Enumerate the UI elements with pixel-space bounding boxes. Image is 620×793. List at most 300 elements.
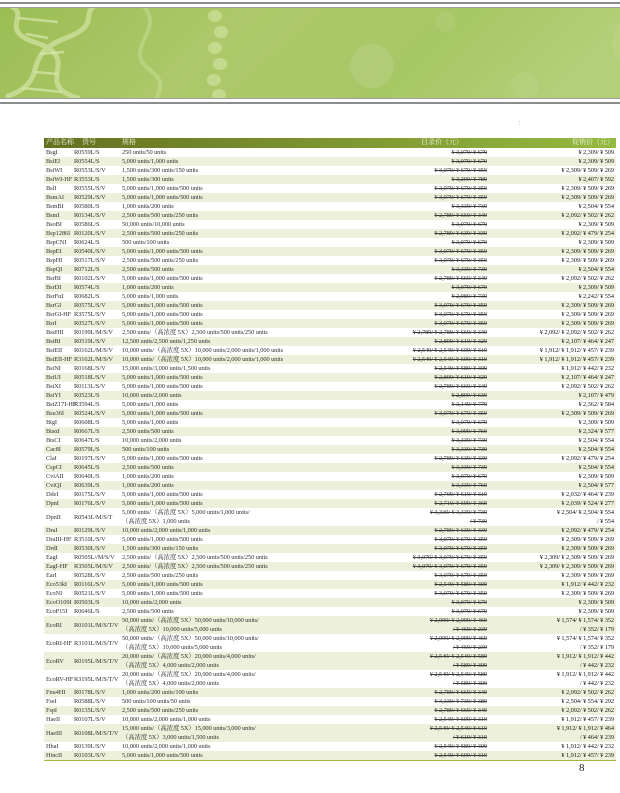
table-row xyxy=(44,418,616,427)
table-body xyxy=(44,148,616,760)
catalog-number: R0608L/S xyxy=(74,419,100,426)
table-row xyxy=(44,292,616,301)
list-price: ¥ 3,079/ ¥ 679/ ¥ 359 xyxy=(434,320,487,327)
promo-price: ¥ 1,912/ ¥ 442/ ¥ 232 xyxy=(561,365,614,372)
spec: 20,000 units/（高浓度 5X）20,000 units/4,000 units/ （高浓度 5X）4,000 units/2,000 units xyxy=(122,671,256,687)
catalog-number: R0107L/S/V xyxy=(74,716,106,723)
list-price: ¥ 2,549/ ¥ 589/ ¥ 309 xyxy=(434,743,487,750)
product-name: HaeII xyxy=(46,716,61,723)
spec: 5,000 units/1,000 units/500 units xyxy=(122,275,203,282)
list-price: ¥ 3,079/ ¥ 679/ ¥ 359 xyxy=(434,311,487,318)
list-price: ¥ 3,079/ ¥ 679 xyxy=(451,158,487,165)
table-row xyxy=(44,391,616,400)
catalog-number: R0624L/S xyxy=(74,239,100,246)
list-price: ¥ 3,339/ ¥ 739 xyxy=(451,464,487,471)
list-price: ¥ 3,339/ ¥ 739 xyxy=(451,437,487,444)
product-name: BsrFαI xyxy=(46,293,64,300)
product-name: BstEII-HF xyxy=(46,356,73,363)
spec: 5,000 units/1,000 units/500 units xyxy=(122,752,203,759)
spec: 50,000 units/（高浓度 5X）50,000 units/10,000 units/ （高浓度 5X）10,000 units/5,000 units xyxy=(122,617,259,633)
list-price: ¥ 2,789/ ¥ 669/ ¥ 349 xyxy=(434,383,487,390)
catalog-number: R0518L/S/V xyxy=(74,374,106,381)
catalog-number: R0524L/S/V xyxy=(74,410,106,417)
list-price: ¥ 2,549/ ¥ 609/ ¥ 319 xyxy=(434,752,487,759)
list-price: ¥ 3,099/ ¥ 769 xyxy=(451,428,487,435)
catalog-number: R0586L/S xyxy=(74,221,100,228)
product-name: DpnI xyxy=(46,500,59,507)
promo-price: ¥ 2,362/ ¥ 584 xyxy=(578,401,614,408)
catalog-number: R0503L/S xyxy=(74,599,100,606)
product-name: BspCNI xyxy=(46,239,67,246)
promo-price: ¥ 2,309/ ¥ 509 xyxy=(578,158,614,165)
list-price: ¥ 2,809/ ¥ 639 xyxy=(451,392,487,399)
catalog-number: R0646L/S xyxy=(74,608,100,615)
promo-price: ¥ 2,039/ ¥ 524/ ¥ 277 xyxy=(561,500,614,507)
product-name: EcoRV-HF xyxy=(46,675,74,683)
catalog-number: R3162L/M/S/V xyxy=(74,356,113,363)
catalog-number: R0521L/S/V xyxy=(74,590,106,597)
promo-price: ¥ 1,912/ ¥ 1,912/ ¥ 457/ ¥ 239 xyxy=(539,347,614,354)
product-name: DpnII xyxy=(46,513,61,521)
catalog-number: R0197L/S/V xyxy=(74,455,106,462)
table-header-row xyxy=(44,138,616,148)
table-row xyxy=(44,310,616,319)
list-price: ¥ 3,079/ ¥ 679 xyxy=(451,608,487,615)
product-name: BsiWI xyxy=(46,167,63,174)
spec: 5,000 units/1,000 units/500 units xyxy=(122,536,203,543)
list-price: ¥ 3,079/ ¥ 679 xyxy=(451,149,487,156)
header-promo-price: 促销价（元） xyxy=(572,139,614,146)
spec: 15,000 units/（高浓度 5X）15,000 units/3,000 units/ （高浓度 5X）3,000 units/1,500 units xyxy=(122,725,256,741)
list-price: ¥ 3,079/ ¥ 679 xyxy=(451,239,487,246)
product-name: ClaI xyxy=(46,455,57,462)
product-name: DraIII-HF xyxy=(46,536,72,543)
spec: 1,000 units/200 units xyxy=(122,473,174,480)
catalog-number: R0101L/M/S/T/V xyxy=(74,621,119,629)
catalog-number: R0575L/S/V xyxy=(74,302,106,309)
spec: 5,000 units/1,000 units xyxy=(122,419,179,426)
spec: 5,000 units/1,000 units/500 units xyxy=(122,248,203,255)
table-row xyxy=(44,553,616,562)
spec: 250 units/50 units xyxy=(122,149,167,156)
promo-price: ¥ 2,242/ ¥ 554 xyxy=(578,293,614,300)
promo-price: ¥ 2,092/ ¥ 502/ ¥ 262 xyxy=(561,212,614,219)
spec: 1,000 units/200 units xyxy=(122,482,174,489)
list-price: ¥ 2,789/ ¥ 669/ ¥ 349 xyxy=(434,212,487,219)
catalog-number: R0527L/S/V xyxy=(74,320,106,327)
catalog-number: R0580L/S xyxy=(74,203,100,210)
list-price: ¥ 3,079/ ¥ 679/ ¥ 359 xyxy=(434,194,487,201)
promo-price: ¥ 2,092/ ¥ 502/ ¥ 262 xyxy=(561,689,614,696)
product-name: BsmAI xyxy=(46,194,64,201)
list-price: ¥ 3,339/ ¥ 739/ ¥ 389 xyxy=(434,698,487,705)
catalog-number: R0116L/S/V xyxy=(74,581,106,588)
spec: 5,000 units/1,000 units xyxy=(122,401,179,408)
spec: 5,000 units/1,000 units/500 units xyxy=(122,383,203,390)
table-row xyxy=(44,634,616,652)
promo-price: ¥ 2,309/ ¥ 509/ ¥ 269 xyxy=(561,320,614,327)
product-name: EcoO109I xyxy=(46,599,72,606)
table-row xyxy=(44,220,616,229)
product-name: BtgI xyxy=(46,419,57,426)
product-name: BstNI xyxy=(46,365,61,372)
promo-price: ¥ 2,309/ ¥ 2,309/ ¥ 509/ ¥ 269 xyxy=(539,563,614,570)
list-price: ¥ 3,079/ ¥ 679/ ¥ 359 xyxy=(434,167,487,174)
catalog-number: R0559L/S xyxy=(74,149,100,156)
catalog-number: R0199L/M/S/V xyxy=(74,329,113,336)
header-product-name: 产品名称 xyxy=(46,139,74,146)
table-row xyxy=(44,580,616,589)
table-row xyxy=(44,301,616,310)
promo-price: ¥ 2,107/ ¥ 464/ ¥ 247 xyxy=(561,338,614,345)
list-price: ¥ 2,709/ ¥ 619/ ¥ 319 xyxy=(434,491,487,498)
list-price: ¥ 3,079/ ¥ 679 xyxy=(451,473,487,480)
promo-price: ¥ 2,407/ ¥ 592 xyxy=(578,176,614,183)
promo-price: ¥ 2,504/ ¥ 554 xyxy=(578,464,614,471)
table-row xyxy=(44,283,616,292)
spec: 5,000 units/1,000 units/500 units xyxy=(122,311,203,318)
list-price: ¥ 2,549/ ¥ 2,549/ ¥ 609/ ¥ 319 xyxy=(412,347,487,354)
product-name: EagI xyxy=(46,554,58,561)
table-row xyxy=(44,346,616,355)
promo-price: ¥ 2,309/ ¥ 509/ ¥ 269 xyxy=(561,194,614,201)
list-price: ¥ 2,809/ ¥ 619/ ¥ 329 xyxy=(434,338,487,345)
spec: 1,500 units/300 units xyxy=(122,176,174,183)
catalog-number: R0134L/S/V xyxy=(74,212,106,219)
promo-price: ¥ 2,309/ ¥ 509/ ¥ 269 xyxy=(561,590,614,597)
catalog-number: R0102L/S/V xyxy=(74,275,106,282)
list-price: ¥ 2,719/ ¥ 699/ ¥ 369 xyxy=(434,500,487,507)
catalog-number: R0682L/S xyxy=(74,293,100,300)
spec: 10,000 units/2,000 units xyxy=(122,599,182,606)
product-name: BstBI xyxy=(46,338,61,345)
table-row xyxy=(44,436,616,445)
catalog-number: R0579L/S xyxy=(74,446,100,453)
list-price: ¥ 3,339/ ¥ 739 xyxy=(451,203,487,210)
catalog-number: R3101L/M/S/T/V xyxy=(74,639,119,647)
product-name: FseI xyxy=(46,698,57,705)
promo-price: ¥ 2,504/ ¥ 2,504/ ¥ 554 / ¥ 554 xyxy=(556,509,614,525)
table-row xyxy=(44,166,616,175)
catalog-number: R3510L/S/V xyxy=(74,536,106,543)
product-name: BsmI xyxy=(46,212,60,219)
catalog-number: R3594L/S xyxy=(74,401,100,408)
top-divider-rule xyxy=(0,2,620,4)
spec: 1,000 units/200 units/100 units xyxy=(122,689,199,696)
promo-price: ¥ 2,309/ ¥ 509 xyxy=(578,473,614,480)
table-row xyxy=(44,454,616,463)
table-row xyxy=(44,382,616,391)
promo-price: ¥ 1,574/ ¥ 1,574/ ¥ 352 / ¥ 352/ ¥ 179 xyxy=(556,617,614,633)
promo-price: ¥ 2,309/ ¥ 509 xyxy=(578,284,614,291)
product-name: EcoRI xyxy=(46,621,62,629)
stray-note-mark: ： xyxy=(518,121,525,127)
list-price: ¥ 3,079/ ¥ 679 xyxy=(451,221,487,228)
list-price: ¥ 2,549/ ¥ 589/ ¥ 309 xyxy=(434,365,487,372)
list-price: ¥ 2,809/ ¥ 619/ ¥ 329 xyxy=(434,374,487,381)
price-table xyxy=(44,138,616,761)
header-catalog-no: 货号 xyxy=(82,139,96,146)
spec: 50,000 units/10,000 units xyxy=(122,221,185,228)
promo-price: ¥ 1,912/ ¥ 1,912/ ¥ 442 / ¥ 442/ ¥ 232 xyxy=(556,653,614,669)
table-row xyxy=(44,373,616,382)
spec: 1,500 units/300 units/150 units xyxy=(122,167,199,174)
product-name: BssHII xyxy=(46,329,64,336)
list-price: ¥ 3,079/ ¥ 679/ ¥ 359 xyxy=(434,590,487,597)
product-name: BsrGI xyxy=(46,302,62,309)
spec: 5,000 units/1,000 units/500 units xyxy=(122,185,203,192)
catalog-number: R0195L/M/S/T/V xyxy=(74,657,119,665)
list-price: ¥ 2,549/ ¥ 2,549/ ¥ 589 / ¥ 589/ ¥ 309 xyxy=(429,671,487,687)
catalog-number: R0645L/S xyxy=(74,464,100,471)
catalog-number: R0178L/S/V xyxy=(74,689,106,696)
list-price: ¥ 3,079/ ¥ 679/ ¥ 359 xyxy=(434,185,487,192)
promo-price: ¥ 2,309/ ¥ 509 xyxy=(578,608,614,615)
spec: 5,000 units/1,000 units/500 units xyxy=(122,410,203,417)
table-row xyxy=(44,526,616,535)
table-row xyxy=(44,463,616,472)
table-row xyxy=(44,400,616,409)
list-price: ¥ 2,549/ ¥ 2,549/ ¥ 619 / ¥ 619/ ¥ 319 xyxy=(429,725,487,741)
table-row xyxy=(44,319,616,328)
promo-price: ¥ 2,309/ ¥ 509/ ¥ 269 xyxy=(561,572,614,579)
product-name: DdeI xyxy=(46,491,59,498)
catalog-number: R0519L/S/V xyxy=(74,338,106,345)
catalog-number: R0528L/S/V xyxy=(74,572,106,579)
spec: 10,000 units/2,000 units xyxy=(122,437,182,444)
spec: 2,500 units/500 units xyxy=(122,266,174,273)
spec: 5,000 units/1,000 units/500 units xyxy=(122,374,203,381)
spec: 10,000 units/2,000 units/1,000 units xyxy=(122,716,211,723)
dna-helix-graphic xyxy=(0,8,620,98)
spec: 1,500 units/300 units/150 units xyxy=(122,545,199,552)
promo-price: ¥ 2,324/ ¥ 577 xyxy=(578,428,614,435)
spec: 2,500 units/500 units xyxy=(122,464,174,471)
table-row xyxy=(44,238,616,247)
spec: 5,000 units/1,000 units/500 units xyxy=(122,302,203,309)
table-row xyxy=(44,724,616,742)
catalog-number: R3505L/M/S/V xyxy=(74,563,113,570)
spec: 2,500 units/500 units/250 units xyxy=(122,572,199,579)
spec: 5,000 units/1,000 units/500 units xyxy=(122,590,203,597)
promo-price: ¥ 2,309/ ¥ 509/ ¥ 269 xyxy=(561,257,614,264)
list-price: ¥ 3,339/ ¥ 739 xyxy=(451,266,487,273)
spec: 2,500 units/500 units/250 units xyxy=(122,230,199,237)
catalog-number: R0640L/S xyxy=(74,473,100,480)
catalog-number: R0588L/S/V xyxy=(74,698,106,705)
promo-price: ¥ 2,504/ ¥ 554 xyxy=(578,203,614,210)
catalog-number: R0139L/S/V xyxy=(74,743,106,750)
spec: 20,000 units/（高浓度 5X）20,000 units/4,000 units/ （高浓度 5X）4,000 units/2,000 units xyxy=(122,653,256,669)
promo-price: ¥ 2,309/ ¥ 509/ ¥ 269 xyxy=(561,536,614,543)
catalog-number: R0162L/M/S/V xyxy=(74,347,113,354)
promo-price: ¥ 2,504/ ¥ 554 xyxy=(578,437,614,444)
table-row xyxy=(44,670,616,688)
spec: 15,000 units/3,000 units/1,500 units xyxy=(122,365,211,372)
catalog-number: R0135L/S/V xyxy=(74,707,106,714)
promo-price: ¥ 2,309/ ¥ 509 xyxy=(578,149,614,156)
catalog-number: R0639L/S xyxy=(74,482,100,489)
spec: 2,500 units/（高浓度 5X）2,500 units/500 units/250 units xyxy=(122,329,268,336)
product-name: BsmBI xyxy=(46,203,64,210)
catalog-number: R0554L/S xyxy=(74,158,100,165)
promo-price: ¥ 2,309/ ¥ 509/ ¥ 269 xyxy=(561,302,614,309)
promo-price: ¥ 1,912/ ¥ 442/ ¥ 232 xyxy=(561,581,614,588)
list-price: ¥ 3,079/ ¥ 679/ ¥ 359 xyxy=(434,545,487,552)
table-row xyxy=(44,481,616,490)
list-price: ¥ 3,079/ ¥ 679/ ¥ 359 xyxy=(434,536,487,543)
spec: 10,000 units/2,000 units/1,000 units xyxy=(122,527,211,534)
list-price: ¥ 2,789/ ¥ 2,789/ ¥ 669/ ¥ 349 xyxy=(412,329,487,336)
promo-price: ¥ 2,107/ ¥ 464/ ¥ 247 xyxy=(561,374,614,381)
product-name: BslI xyxy=(46,185,57,192)
table-row xyxy=(44,157,616,166)
promo-price: ¥ 2,309/ ¥ 509 xyxy=(578,419,614,426)
product-name: BstYI xyxy=(46,392,61,399)
product-name: Bsp1286I xyxy=(46,230,71,237)
list-price: ¥ 3,339/ ¥ 769 xyxy=(451,482,487,489)
product-name: BsrBI xyxy=(46,275,61,282)
product-name: EcoRV xyxy=(46,657,64,665)
bottom-divider-rule xyxy=(0,102,620,104)
list-price: ¥ 2,789/ ¥ 639/ ¥ 339 xyxy=(434,455,487,462)
spec: 5,000 units/1,000 units xyxy=(122,158,179,165)
list-price: ¥ 2,549/ ¥ 2,549/ ¥ 589 / ¥ 589/ ¥ 309 xyxy=(429,653,487,669)
table-row xyxy=(44,652,616,670)
catalog-number: R0175L/S/V xyxy=(74,491,106,498)
promo-price: ¥ 2,092/ ¥ 2,092/ ¥ 502/ ¥ 262 xyxy=(539,329,614,336)
promo-price: ¥ 2,107/ ¥ 479 xyxy=(578,392,614,399)
product-name: BsrGI-HF xyxy=(46,311,72,318)
promo-price: ¥ 2,309/ ¥ 509 xyxy=(578,221,614,228)
list-price: ¥ 2,099/ ¥ 2,099/ ¥ 469 / ¥ 469/ ¥ 239 xyxy=(429,617,487,633)
promo-price: ¥ 1,912/ ¥ 457/ ¥ 239 xyxy=(561,716,614,723)
table-row xyxy=(44,274,616,283)
list-price: ¥ 2,549/ ¥ 2,549/ ¥ 609/ ¥ 319 xyxy=(412,356,487,363)
header-banner xyxy=(0,7,620,99)
table-row xyxy=(44,148,616,157)
catalog-number: R0712L/S xyxy=(74,266,100,273)
spec: 12,500 units/2,500 units/1,250 units xyxy=(122,338,211,345)
table-row xyxy=(44,364,616,373)
promo-price: ¥ 2,309/ ¥ 509/ ¥ 269 xyxy=(561,545,614,552)
table-row xyxy=(44,184,616,193)
table-row xyxy=(44,616,616,634)
table-row xyxy=(44,472,616,481)
catalog-number: R3553L/S xyxy=(74,176,100,183)
product-name: Fnu4HI xyxy=(46,689,66,696)
spec: 2,500 units/500 units/250 units xyxy=(122,257,199,264)
page-number: 8 xyxy=(579,762,585,774)
promo-price: ¥ 1,912/ ¥ 1,912/ ¥ 442 / ¥ 442/ ¥ 232 xyxy=(556,671,614,687)
catalog-number: R0108L/M/S/T/V xyxy=(74,729,119,737)
product-name: Bsu36I xyxy=(46,410,64,417)
list-price: ¥ 3,209/ ¥ 789 xyxy=(451,176,487,183)
table-row xyxy=(44,589,616,598)
catalog-number: R0540L/S/V xyxy=(74,248,106,255)
table-row xyxy=(44,607,616,616)
promo-price: ¥ 2,309/ ¥ 509 xyxy=(578,599,614,606)
product-name: HaeIII xyxy=(46,729,63,737)
catalog-number: R0129L/S/V xyxy=(74,527,106,534)
table-row xyxy=(44,202,616,211)
spec: 2,500 units/500 units xyxy=(122,608,174,615)
spec: 5,000 units/1,000 units/500 units xyxy=(122,455,203,462)
promo-price: ¥ 2,309/ ¥ 509/ ¥ 269 xyxy=(561,185,614,192)
list-price: ¥ 3,079/ ¥ 679 xyxy=(451,599,487,606)
table-row xyxy=(44,247,616,256)
table-row xyxy=(44,706,616,715)
list-price: ¥ 2,549/ ¥ 589/ ¥ 309 xyxy=(434,581,487,588)
spec: 2,500 units/500 units/250 units xyxy=(122,707,199,714)
list-price: ¥ 2,789/ ¥ 669/ ¥ 349 xyxy=(434,689,487,696)
table-row xyxy=(44,544,616,553)
spec: 10,000 units/（高浓度 5X）10,000 units/2,000 units/1,000 units xyxy=(122,347,283,354)
list-price: ¥ 3,149/ ¥ 779 xyxy=(451,401,487,408)
product-name: DraI xyxy=(46,527,58,534)
spec: 500 units/100 units/50 units xyxy=(122,698,191,705)
product-name: BtsCI xyxy=(46,437,61,444)
catalog-number: R3195L/M/S/T/V xyxy=(74,675,119,683)
catalog-number: R0529L/S/V xyxy=(74,194,106,201)
catalog-number: R0553L/S/V xyxy=(74,167,106,174)
product-name: Cac8I xyxy=(46,446,61,453)
table-row xyxy=(44,175,616,184)
product-name: BstUI xyxy=(46,374,61,381)
header-list-price: 目录价（元） xyxy=(421,139,463,146)
promo-price: ¥ 1,912/ ¥ 1,912/ ¥ 464 / ¥ 464/ ¥ 239 xyxy=(556,725,614,741)
promo-price: ¥ 2,092/ ¥ 479/ ¥ 254 xyxy=(561,527,614,534)
catalog-number: R0667L/S xyxy=(74,428,100,435)
spec: 2,500 units/500 units xyxy=(122,428,174,435)
product-name: BspQI xyxy=(46,266,63,273)
list-price: ¥ 2,099/ ¥ 2,099/ ¥ 469 / ¥ 469/ ¥ 239 xyxy=(429,635,487,651)
catalog-number: R0543L/M/S/T xyxy=(74,513,113,521)
spec: 10,000 units/2,000 units xyxy=(122,392,182,399)
spec: 10,000 units/2,000 units/1,000 units xyxy=(122,743,211,750)
promo-price: ¥ 2,504/ ¥ 554 xyxy=(578,266,614,273)
spec: 5,000 units/（高浓度 5X）5,000 units/1,000 units/ （高浓度 5X）1,000 units xyxy=(122,509,250,525)
table-row xyxy=(44,562,616,571)
table-row xyxy=(44,598,616,607)
spec: 5,000 units/1,000 units/500 units xyxy=(122,491,203,498)
spec: 5,000 units/1,000 units xyxy=(122,293,179,300)
product-name: Eco53kI xyxy=(46,581,67,588)
list-price: ¥ 2,989/ ¥ 739 xyxy=(451,293,487,300)
list-price: ¥ 2,789/ ¥ 669/ ¥ 349 xyxy=(434,707,487,714)
catalog-number: R0523L/S xyxy=(74,392,100,399)
catalog-number: R0505L//M/S/V xyxy=(74,554,115,561)
product-name: EarI xyxy=(46,572,57,579)
list-price: ¥ 3,079/ ¥ 3,079/ ¥ 679/ ¥ 359 xyxy=(412,554,487,561)
product-name: BspHI xyxy=(46,257,63,264)
table-row xyxy=(44,490,616,499)
table-row xyxy=(44,508,616,526)
product-name: HhaI xyxy=(46,743,59,750)
list-price: ¥ 3,079/ ¥ 679/ ¥ 359 xyxy=(434,302,487,309)
list-price: ¥ 2,549/ ¥ 609/ ¥ 319 xyxy=(434,716,487,723)
promo-price: ¥ 2,092/ ¥ 479/ ¥ 254 xyxy=(561,230,614,237)
spec: 1,000 units/200 units xyxy=(122,284,174,291)
product-name: EagI-HF xyxy=(46,563,68,570)
table-row xyxy=(44,229,616,238)
table-row xyxy=(44,742,616,751)
promo-price: ¥ 2,504/ ¥ 577 xyxy=(578,482,614,489)
table-row xyxy=(44,265,616,274)
product-name: CviQI xyxy=(46,482,62,489)
promo-price: ¥ 2,309/ ¥ 509/ ¥ 269 xyxy=(561,248,614,255)
product-name: EcoP15I xyxy=(46,608,68,615)
